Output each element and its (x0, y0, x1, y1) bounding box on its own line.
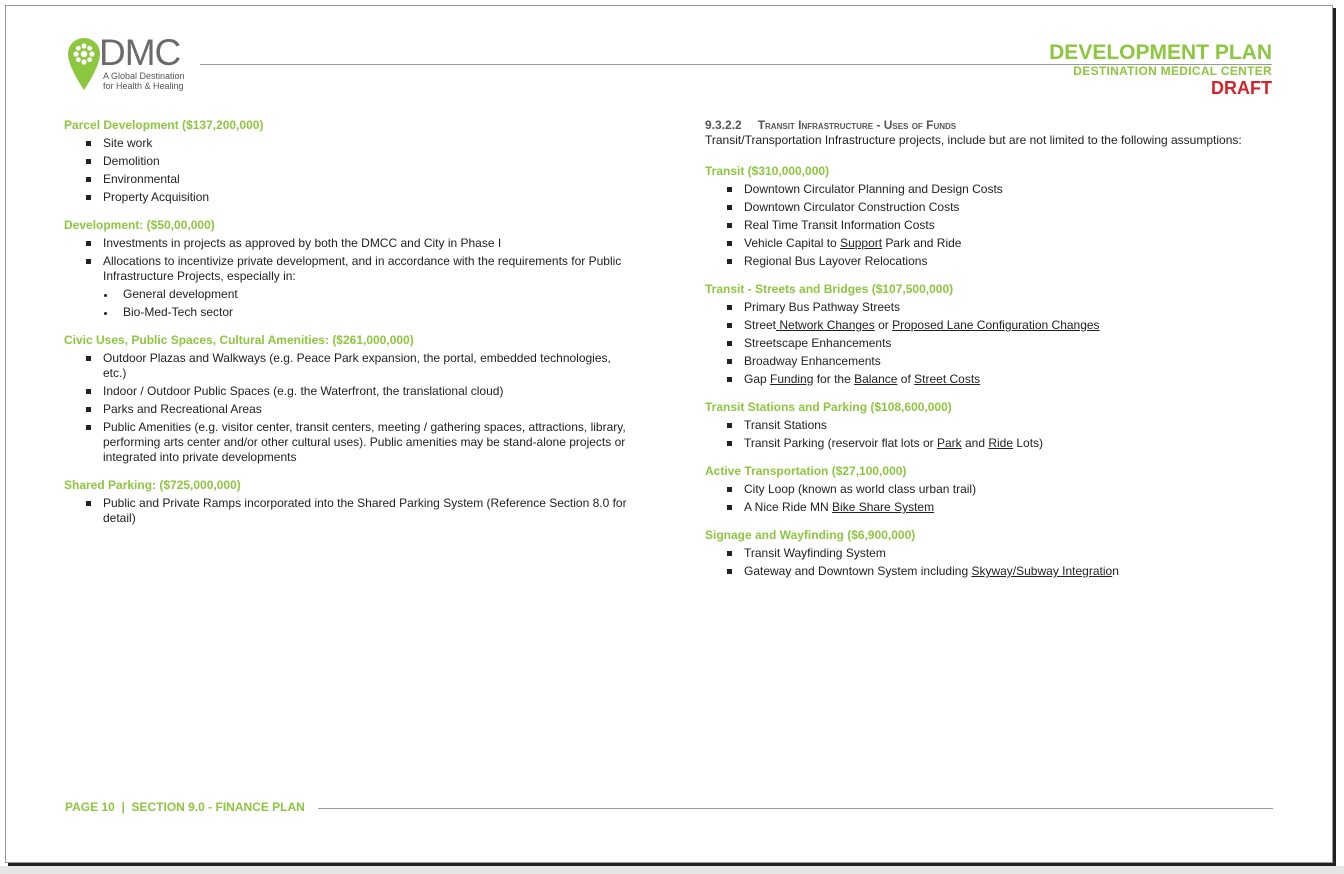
development-sublist (103, 287, 634, 320)
list-item: Parks and Recreational Areas (64, 402, 634, 417)
list-item: Environmental (64, 172, 634, 187)
list-item (705, 236, 1275, 251)
stations-list (705, 418, 1275, 451)
header-titles (1049, 42, 1272, 98)
stations-section (705, 400, 1275, 451)
parcel-section (64, 118, 634, 205)
list-item (64, 254, 634, 320)
document-title: DEVELOPMENT PLAN (1049, 41, 1272, 64)
document-subtitle: DESTINATION MEDICAL CENTER (1073, 64, 1272, 78)
civic-list (64, 351, 634, 465)
list-item: Downtown Circulator Planning and Design Costs (705, 182, 1275, 197)
streets-heading: Transit - Streets and Bridges ($107,500,000) (705, 282, 954, 296)
signage-heading: Signage and Wayfinding ($6,900,000) (705, 528, 916, 542)
civic-section (64, 333, 634, 465)
parking-section (64, 478, 634, 526)
text: Street (744, 318, 777, 332)
list-item: Outdoor Plazas and Walkways (e.g. Peace Park expansion, the portal, embedded technologies, etc.) (64, 351, 634, 381)
list-item: Public Amenities (e.g. visitor center, transit centers, meeting / gathering spaces, attractions, library, performing arts center and/or other cultural uses). Public amenities may be stand-alone projects or integrated into private developments (64, 420, 634, 465)
list-item: Investments in projects as approved by both the DMCC and City in Phase I (64, 236, 634, 251)
underlined-text: Balance (854, 372, 898, 386)
list-item: Property Acquisition (64, 190, 634, 205)
map-pin-icon (67, 37, 101, 91)
list-item (705, 500, 1275, 515)
list-item (705, 436, 1275, 451)
transit-section (705, 164, 1275, 269)
text: Vehicle Capital to (744, 236, 841, 250)
underlined-text: Network Changes (776, 318, 875, 332)
footer-rule (318, 808, 1273, 809)
signage-section (705, 528, 1275, 579)
list-item: Demolition (64, 154, 634, 169)
parcel-heading: Parcel Development ($137,200,000) (64, 118, 264, 132)
section-heading (705, 118, 1275, 133)
text: Transit Parking (reservoir flat lots or (744, 436, 937, 450)
right-column (705, 118, 1275, 592)
stations-heading: Transit Stations and Parking ($108,600,000) (705, 400, 952, 414)
underlined-text: Street Costs (914, 372, 981, 386)
parking-heading: Shared Parking: ($725,000,000) (64, 478, 241, 492)
list-item: Transit Stations (705, 418, 1275, 433)
text: Lots) (1013, 436, 1044, 450)
text: for the (813, 372, 855, 386)
signage-list (705, 546, 1275, 579)
active-heading: Active Transportation ($27,100,000) (705, 464, 907, 478)
transit-list (705, 182, 1275, 269)
list-item: Real Time Transit Information Costs (705, 218, 1275, 233)
development-section (64, 218, 634, 320)
transit-heading: Transit ($310,000,000) (705, 164, 830, 178)
left-column (64, 118, 634, 539)
underlined-text: Park (936, 436, 962, 450)
logo-tagline-line2: for Health & Healing (103, 81, 184, 91)
list-item: Broadway Enhancements (705, 354, 1275, 369)
draft-label: DRAFT (1211, 78, 1272, 98)
sub-list-item: Bio-Med-Tech sector (103, 305, 634, 320)
logo-tagline-line1: A Global Destination (103, 71, 185, 81)
streets-section (705, 282, 1275, 387)
sub-list-item: General development (103, 287, 634, 302)
dmc-logo (63, 33, 203, 95)
underlined-text: Ride (988, 436, 1014, 450)
list-item: Downtown Circulator Construction Costs (705, 200, 1275, 215)
list-item: Streetscape Enhancements (705, 336, 1275, 351)
section-number: 9.3.2.2 (705, 118, 742, 132)
logo-wordmark: DMC (99, 32, 181, 73)
underlined-text: Funding (770, 372, 814, 386)
active-list (705, 482, 1275, 515)
list-item: Site work (64, 136, 634, 151)
list-item (705, 372, 1275, 387)
streets-list (705, 300, 1275, 387)
text: Gateway and Downtown System including (744, 564, 972, 578)
text: A Nice Ride MN (744, 500, 833, 514)
list-item: Transit Wayfinding System (705, 546, 1275, 561)
underlined-text: Support (840, 236, 883, 250)
text: or (874, 318, 893, 332)
list-item: Indoor / Outdoor Public Spaces (e.g. the Waterfront, the translational cloud) (64, 384, 634, 399)
list-item-text: Allocations to incentivize private development, and in accordance with the requirements for Public Infrastructure Projects, especially in: (103, 254, 622, 283)
logo-tagline (103, 71, 185, 91)
development-list (64, 236, 634, 320)
text: n (1112, 564, 1119, 578)
list-item: City Loop (known as world class urban trail) (705, 482, 1275, 497)
active-section (705, 464, 1275, 515)
list-item (705, 564, 1275, 579)
civic-heading: Civic Uses, Public Spaces, Cultural Amenities: ($261,000,000) (64, 333, 414, 347)
section-title: Transit Infrastructure - Uses of Funds (757, 118, 957, 132)
text: Gap (744, 372, 771, 386)
list-item (705, 318, 1275, 333)
list-item: Regional Bus Layover Relocations (705, 254, 1275, 269)
text: and (961, 436, 989, 450)
page-footer: PAGE 10 | SECTION 9.0 - FINANCE PLAN (65, 800, 305, 814)
parking-list (64, 496, 634, 526)
text: Park and Ride (882, 236, 962, 250)
underlined-text: Skyway/Subway Integratio (971, 564, 1113, 578)
underlined-text: Proposed Lane Configuration Changes (892, 318, 1100, 332)
development-heading: Development: ($50,00,000) (64, 218, 215, 232)
text: of (897, 372, 915, 386)
list-item: Public and Private Ramps incorporated into the Shared Parking System (Reference Section 8.0 for detail) (64, 496, 634, 526)
viewer-bottom-bar (0, 866, 1344, 874)
parcel-list (64, 136, 634, 205)
underlined-text: Bike Share System (832, 500, 935, 514)
list-item: Primary Bus Pathway Streets (705, 300, 1275, 315)
section-intro: Transit/Transportation Infrastructure projects, include but are not limited to the following assumptions: (705, 133, 1242, 147)
